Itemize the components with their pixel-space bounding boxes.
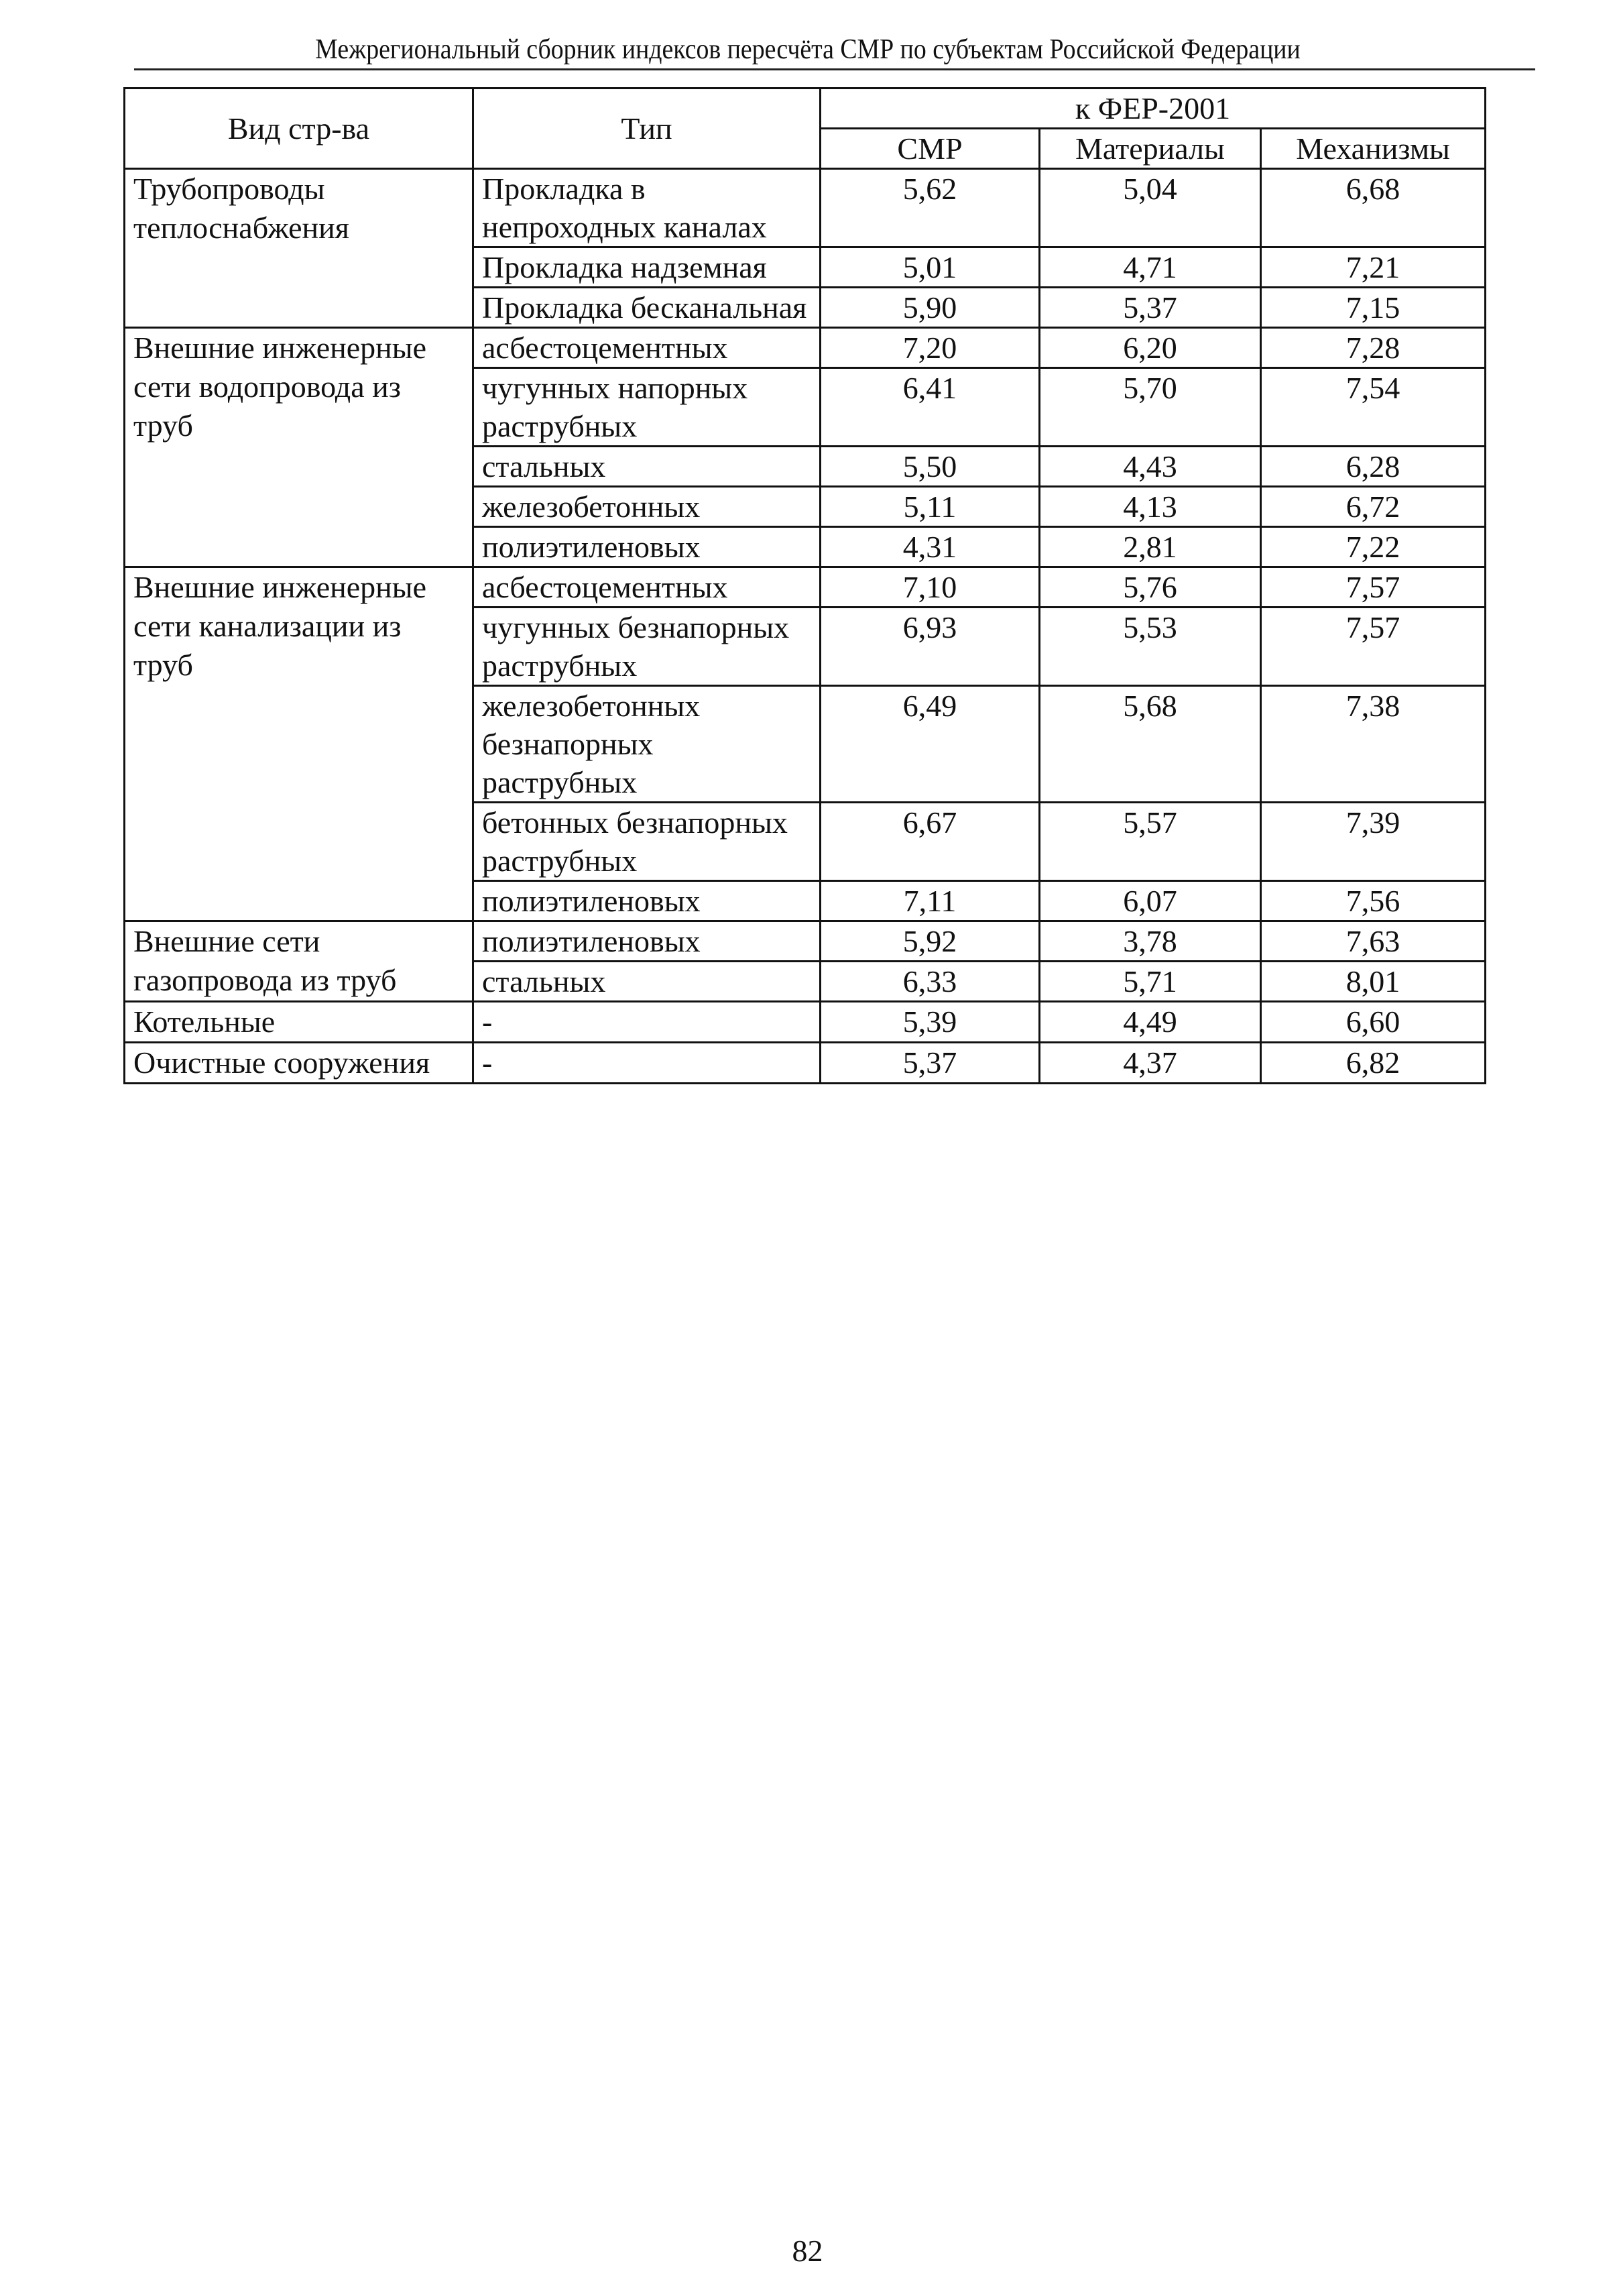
type-cell: бетонных безнапорных раструбных (473, 803, 821, 881)
type-cell: железобетонных (473, 487, 821, 527)
materials-cell: 5,37 (1040, 288, 1261, 328)
materials-cell: 5,76 (1040, 567, 1261, 608)
machines-cell: 7,21 (1261, 247, 1486, 288)
type-cell: полиэтиленовых (473, 881, 821, 921)
smr-cell: 5,50 (821, 447, 1040, 487)
table-row (125, 1002, 1486, 1043)
page-number: 82 (792, 2234, 823, 2268)
col-smr-header: СМР (821, 129, 1040, 169)
col-materials-header: Материалы (1040, 129, 1261, 169)
type-cell: стальных (473, 447, 821, 487)
construction-kind-cell: Внешние сети газопровода из труб (125, 921, 473, 1002)
machines-cell: 7,56 (1261, 881, 1486, 921)
type-cell: Прокладка бесканальная (473, 288, 821, 328)
materials-cell: 2,81 (1040, 527, 1261, 567)
materials-cell: 6,07 (1040, 881, 1261, 921)
type-cell: железобетонных безнапорных раструбных (473, 686, 821, 803)
machines-cell: 7,22 (1261, 527, 1486, 567)
machines-cell: 7,54 (1261, 368, 1486, 447)
table-row (125, 169, 1486, 247)
smr-cell: 6,93 (821, 608, 1040, 686)
smr-cell: 7,11 (821, 881, 1040, 921)
materials-cell: 5,57 (1040, 803, 1261, 881)
col-type-header: Тип (473, 89, 821, 169)
materials-cell: 3,78 (1040, 921, 1261, 962)
materials-cell: 5,04 (1040, 169, 1261, 247)
smr-cell: 5,92 (821, 921, 1040, 962)
materials-cell: 6,20 (1040, 328, 1261, 368)
materials-cell: 4,49 (1040, 1002, 1261, 1043)
machines-cell: 7,38 (1261, 686, 1486, 803)
smr-cell: 5,90 (821, 288, 1040, 328)
smr-cell: 5,11 (821, 487, 1040, 527)
construction-kind-cell: Внешние инженерные сети канализации из труб (125, 567, 473, 921)
machines-cell: 7,57 (1261, 567, 1486, 608)
machines-cell: 8,01 (1261, 962, 1486, 1002)
type-cell: чугунных безнапорных раструбных (473, 608, 821, 686)
type-cell: асбестоцементных (473, 328, 821, 368)
machines-cell: 7,57 (1261, 608, 1486, 686)
smr-cell: 6,41 (821, 368, 1040, 447)
smr-cell: 6,33 (821, 962, 1040, 1002)
machines-cell: 7,15 (1261, 288, 1486, 328)
machines-cell: 7,28 (1261, 328, 1486, 368)
materials-cell: 4,71 (1040, 247, 1261, 288)
type-cell: полиэтиленовых (473, 921, 821, 962)
construction-kind-cell: Трубопроводы теплоснабжения (125, 169, 473, 328)
table-row (125, 921, 1486, 962)
type-cell: Прокладка надземная (473, 247, 821, 288)
materials-cell: 5,70 (1040, 368, 1261, 447)
type-cell: чугунных напорных раструбных (473, 368, 821, 447)
construction-kind-cell: Внешние инженерные сети водопровода из труб (125, 328, 473, 567)
type-cell: - (473, 1002, 821, 1043)
machines-cell: 6,72 (1261, 487, 1486, 527)
smr-cell: 5,39 (821, 1002, 1040, 1043)
table-row (125, 567, 1486, 608)
col-kind-header: Вид стр-ва (125, 89, 473, 169)
machines-cell: 7,63 (1261, 921, 1486, 962)
machines-cell: 6,68 (1261, 169, 1486, 247)
smr-cell: 5,37 (821, 1043, 1040, 1084)
materials-cell: 4,13 (1040, 487, 1261, 527)
type-cell: асбестоцементных (473, 567, 821, 608)
type-cell: полиэтиленовых (473, 527, 821, 567)
smr-cell: 6,49 (821, 686, 1040, 803)
type-cell: стальных (473, 962, 821, 1002)
table-header (125, 89, 1486, 169)
col-machines-header: Механизмы (1261, 129, 1486, 169)
smr-cell: 5,62 (821, 169, 1040, 247)
construction-kind-cell: Очистные сооружения (125, 1043, 473, 1084)
machines-cell: 6,28 (1261, 447, 1486, 487)
materials-cell: 5,71 (1040, 962, 1261, 1002)
smr-cell: 6,67 (821, 803, 1040, 881)
smr-cell: 4,31 (821, 527, 1040, 567)
materials-cell: 4,37 (1040, 1043, 1261, 1084)
page-header: Межрегиональный сборник индексов пересчёта СМР по субъектам Российской Федерации (315, 34, 1301, 65)
type-cell: - (473, 1043, 821, 1084)
construction-kind-cell: Котельные (125, 1002, 473, 1043)
smr-cell: 7,20 (821, 328, 1040, 368)
smr-cell: 7,10 (821, 567, 1040, 608)
materials-cell: 5,68 (1040, 686, 1261, 803)
machines-cell: 7,39 (1261, 803, 1486, 881)
smr-cell: 5,01 (821, 247, 1040, 288)
materials-cell: 4,43 (1040, 447, 1261, 487)
type-cell: Прокладка в непроходных каналах (473, 169, 821, 247)
col-group-header: к ФЕР-2001 (821, 89, 1486, 129)
table-body (125, 169, 1486, 1084)
table-row (125, 1043, 1486, 1084)
machines-cell: 6,82 (1261, 1043, 1486, 1084)
table-row (125, 328, 1486, 368)
index-table (123, 87, 1486, 1084)
header-rule (134, 68, 1535, 70)
machines-cell: 6,60 (1261, 1002, 1486, 1043)
materials-cell: 5,53 (1040, 608, 1261, 686)
